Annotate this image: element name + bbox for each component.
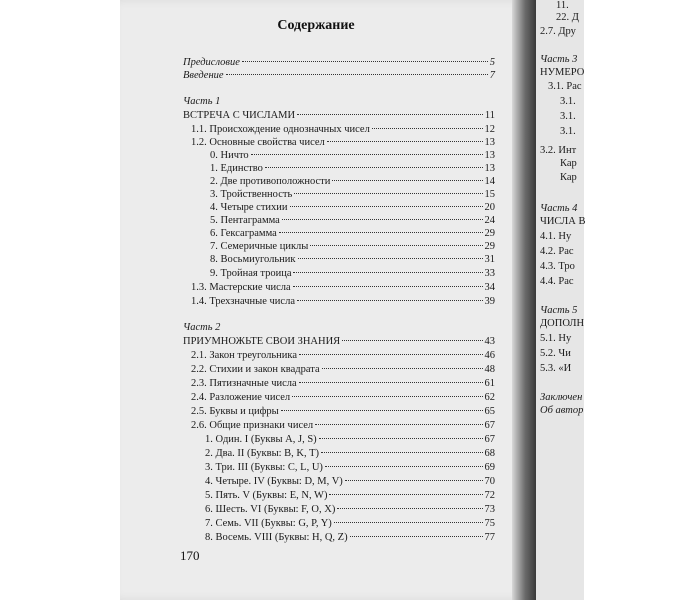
- toc-entry[interactable]: 8. Восемь. VIII (Буквы: H, Q, Z) 77: [205, 532, 495, 543]
- toc-entry[interactable]: 2.6. Общие признаки чисел 67: [191, 420, 495, 431]
- right-fragment: 3.1.: [560, 126, 576, 137]
- toc-entry[interactable]: 4. Четыре. IV (Буквы: D, M, V) 70: [205, 476, 495, 487]
- toc-entry[interactable]: ПРИУМНОЖЬТЕ СВОИ ЗНАНИЯ 43: [183, 336, 495, 347]
- toc-entry[interactable]: 1. Единство 13: [210, 163, 495, 174]
- right-fragment: 4.2. Рас: [540, 246, 574, 257]
- toc-entry[interactable]: Предисловие 5: [183, 57, 495, 68]
- toc-entry[interactable]: 1.1. Происхождение однозначных чисел 12: [191, 124, 495, 135]
- right-fragment: 5.1. Ну: [540, 333, 572, 344]
- toc-entry[interactable]: 3. Три. III (Буквы: C, L, U) 69: [205, 462, 495, 473]
- right-fragment: 2.7. Дру: [540, 26, 576, 37]
- toc-entry[interactable]: 5. Пять. V (Буквы: E, N, W) 72: [205, 490, 495, 501]
- right-fragment: 5.2. Чи: [540, 348, 571, 359]
- book-gutter: [512, 0, 536, 600]
- right-fragment: 3.1.: [560, 111, 576, 122]
- toc-entry[interactable]: 2.1. Закон треугольника 46: [191, 350, 495, 361]
- page-number: 170: [180, 548, 200, 563]
- toc-entry[interactable]: 4. Четыре стихии 20: [210, 202, 495, 213]
- right-fragment: НУМЕРО: [540, 67, 585, 78]
- toc-entry[interactable]: 1.4. Трехзначные числа 39: [191, 296, 495, 307]
- toc-entry[interactable]: 2.3. Пятизначные числа 61: [191, 378, 495, 389]
- toc-entry[interactable]: 6. Гексаграмма 29: [210, 228, 495, 239]
- toc-entry[interactable]: 2.2. Стихии и закон квадрата 48: [191, 364, 495, 375]
- toc-entry[interactable]: ВСТРЕЧА С ЧИСЛАМИ 11: [183, 110, 495, 121]
- right-fragment: 3.2. Инт: [540, 145, 577, 156]
- toc-entry[interactable]: 3. Тройственность 15: [210, 189, 495, 200]
- right-fragment: 3.1.: [560, 96, 576, 107]
- toc-entry[interactable]: 1.3. Мастерские числа 34: [191, 282, 495, 293]
- toc-entry[interactable]: 2.5. Буквы и цифры 65: [191, 406, 495, 417]
- right-fragment: 4.3. Тро: [540, 261, 575, 272]
- toc-entry[interactable]: 0. Ничто 13: [210, 150, 495, 161]
- right-fragment: ДОПОЛН: [540, 318, 585, 329]
- toc-entry[interactable]: 2.4. Разложение чисел 62: [191, 392, 495, 403]
- right-fragment: 4.4. Рас: [540, 276, 574, 287]
- right-fragment: ЧИСЛА В: [540, 216, 586, 227]
- toc-entry[interactable]: Введение 7: [183, 70, 495, 81]
- right-fragment: Об автор: [540, 405, 584, 416]
- toc-title: Содержание: [277, 18, 355, 33]
- right-fragment: 11.: [556, 0, 569, 11]
- toc-entry[interactable]: 7. Семеричные циклы 29: [210, 241, 495, 252]
- part-label: Часть 1: [183, 96, 221, 107]
- part-label: Часть 2: [183, 322, 221, 333]
- right-fragment: 5.3. «И: [540, 363, 572, 374]
- right-fragment: 4.1. Ну: [540, 231, 572, 242]
- right-fragment: Часть 3: [540, 54, 578, 65]
- right-fragment: 3.1. Рас: [548, 81, 582, 92]
- toc-entry[interactable]: 1.2. Основные свойства чисел 13: [191, 137, 495, 148]
- right-fragment: 22. Д: [556, 12, 579, 23]
- toc-entry[interactable]: 2. Два. II (Буквы: B, K, T) 68: [205, 448, 495, 459]
- toc-entry[interactable]: 1. Один. I (Буквы A, J, S) 67: [205, 434, 495, 445]
- right-fragment: Заключен: [540, 392, 583, 403]
- right-fragment: Часть 4: [540, 203, 578, 214]
- toc-entry[interactable]: 5. Пентаграмма 24: [210, 215, 495, 226]
- toc-entry[interactable]: 7. Семь. VII (Буквы: G, P, Y) 75: [205, 518, 495, 529]
- toc-entry[interactable]: 8. Восьмиугольник 31: [210, 254, 495, 265]
- right-fragment: Кар: [560, 172, 577, 183]
- toc-entry[interactable]: 9. Тройная троица 33: [210, 268, 495, 279]
- toc-entry[interactable]: 2. Две противоположности 14: [210, 176, 495, 187]
- right-fragment: Часть 5: [540, 305, 578, 316]
- right-fragment: Кар: [560, 158, 577, 169]
- toc-entry[interactable]: 6. Шесть. VI (Буквы: F, O, X) 73: [205, 504, 495, 515]
